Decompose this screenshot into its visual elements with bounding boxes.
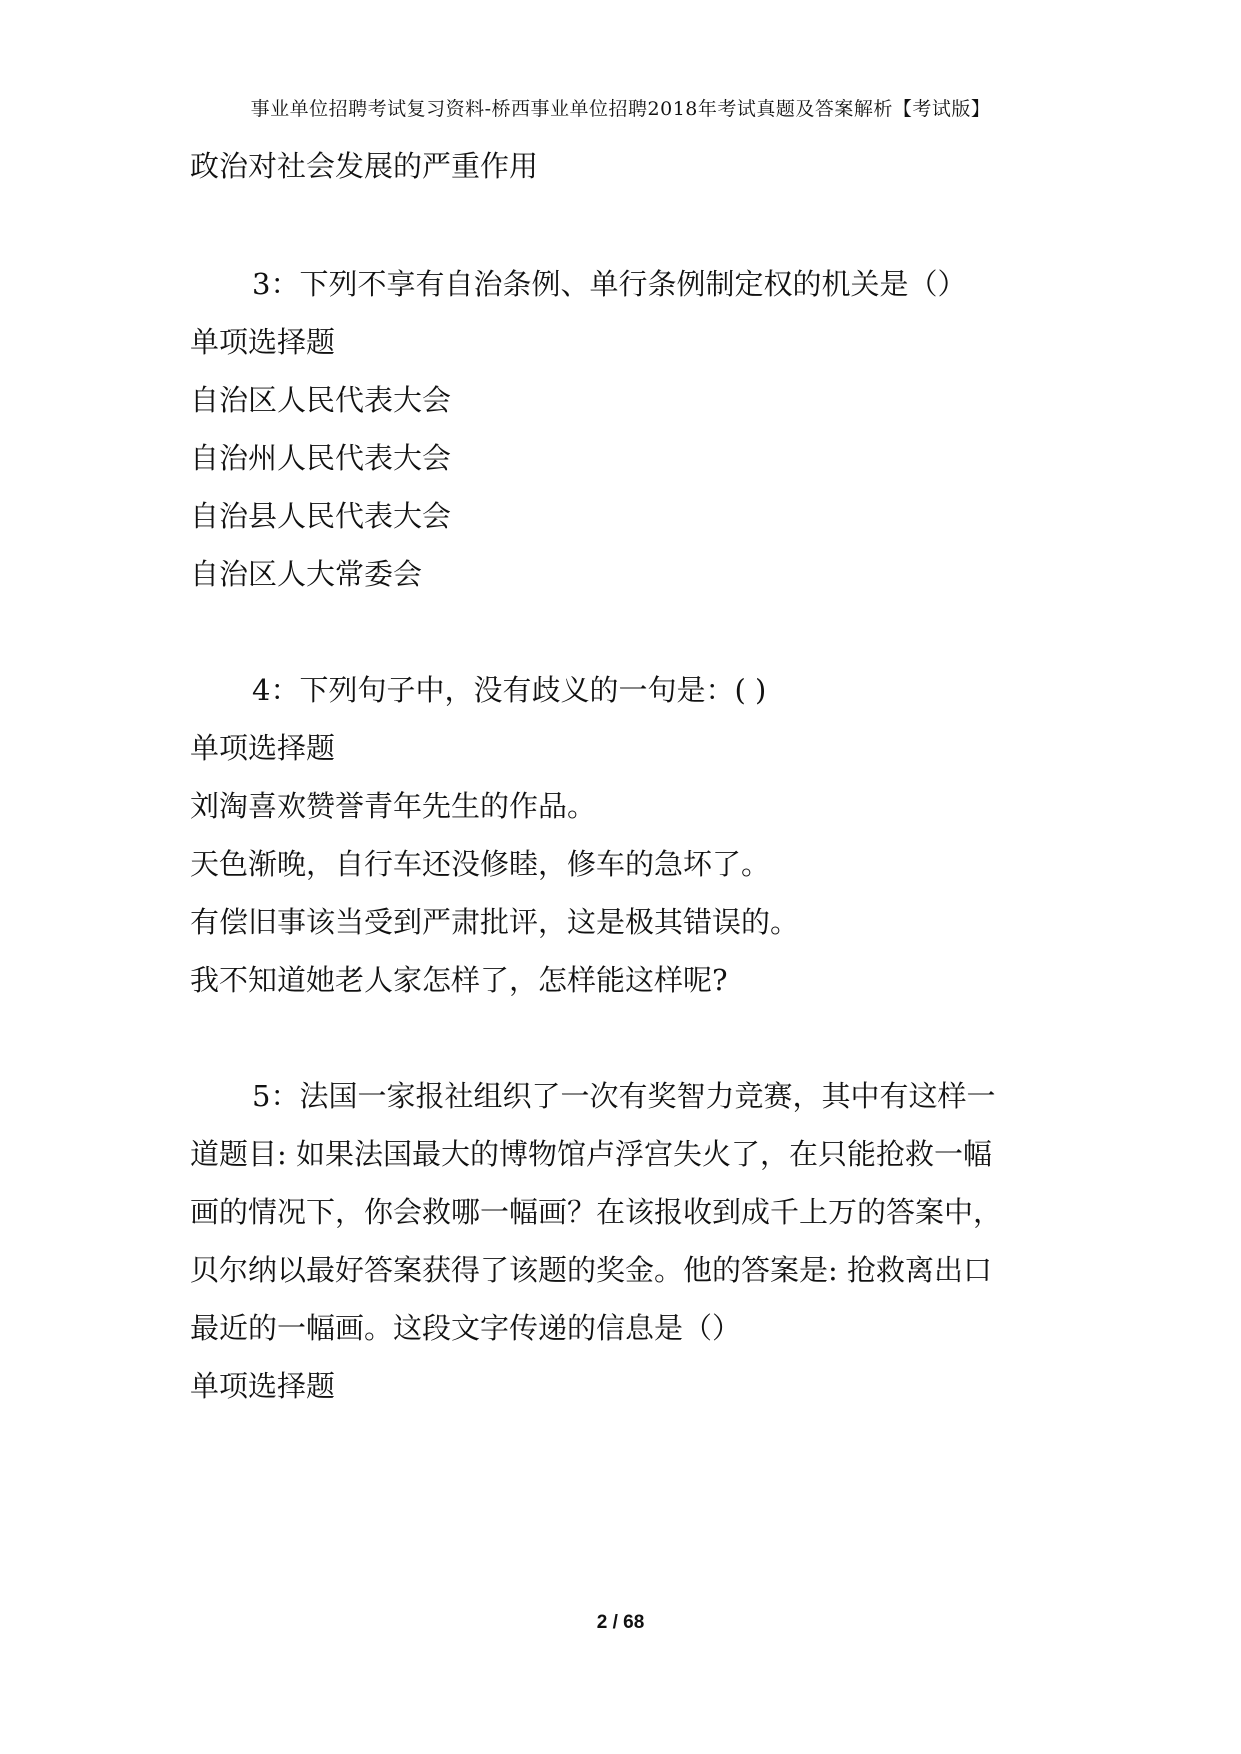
- question-3-option: 自治州人民代表大会: [190, 441, 452, 475]
- question-5-stem-line: 画的情况下，你会救哪一幅画？在该报收到成千上万的答案中，: [190, 1195, 1003, 1229]
- question-4-stem: 4：下列句子中，没有歧义的一句是：( ): [252, 673, 767, 707]
- question-3-stem: 3：下列不享有自治条例、单行条例制定权的机关是（）: [252, 267, 967, 301]
- continuation-text: 政治对社会发展的严重作用: [190, 149, 539, 183]
- question-3-option: 自治县人民代表大会: [190, 499, 452, 533]
- question-5-stem-line: 道题目: 如果法国最大的博物馆卢浮宫失火了，在只能抢救一幅: [190, 1137, 992, 1171]
- question-3-type: 单项选择题: [190, 325, 336, 359]
- question-4-option: 我不知道她老人家怎样了，怎样能这样呢?: [190, 963, 728, 997]
- page-number: 2 / 68: [596, 1612, 645, 1633]
- question-5-stem-line: 贝尔纳以最好答案获得了该题的奖金。他的答案是: 抢救离出口: [190, 1253, 992, 1287]
- question-4-option: 天色渐晚，自行车还没修睦，修车的急坏了。: [190, 847, 771, 881]
- page-header: 事业单位招聘考试复习资料-桥西事业单位招聘2018年考试真题及答案解析【考试版】: [250, 98, 991, 120]
- question-4-type: 单项选择题: [190, 731, 336, 765]
- question-4-option: 刘淘喜欢赞誉青年先生的作品。: [190, 789, 597, 823]
- question-5-type: 单项选择题: [190, 1369, 336, 1403]
- question-4-option: 有偿旧事该当受到严肃批评，这是极其错误的。: [190, 905, 800, 939]
- question-3-option: 自治区人大常委会: [190, 557, 423, 591]
- question-3-option: 自治区人民代表大会: [190, 383, 452, 417]
- question-5-stem-line: 5：法国一家报社组织了一次有奖智力竞赛，其中有这样一: [252, 1079, 996, 1113]
- question-5-stem-line: 最近的一幅画。这段文字传递的信息是（）: [190, 1311, 742, 1345]
